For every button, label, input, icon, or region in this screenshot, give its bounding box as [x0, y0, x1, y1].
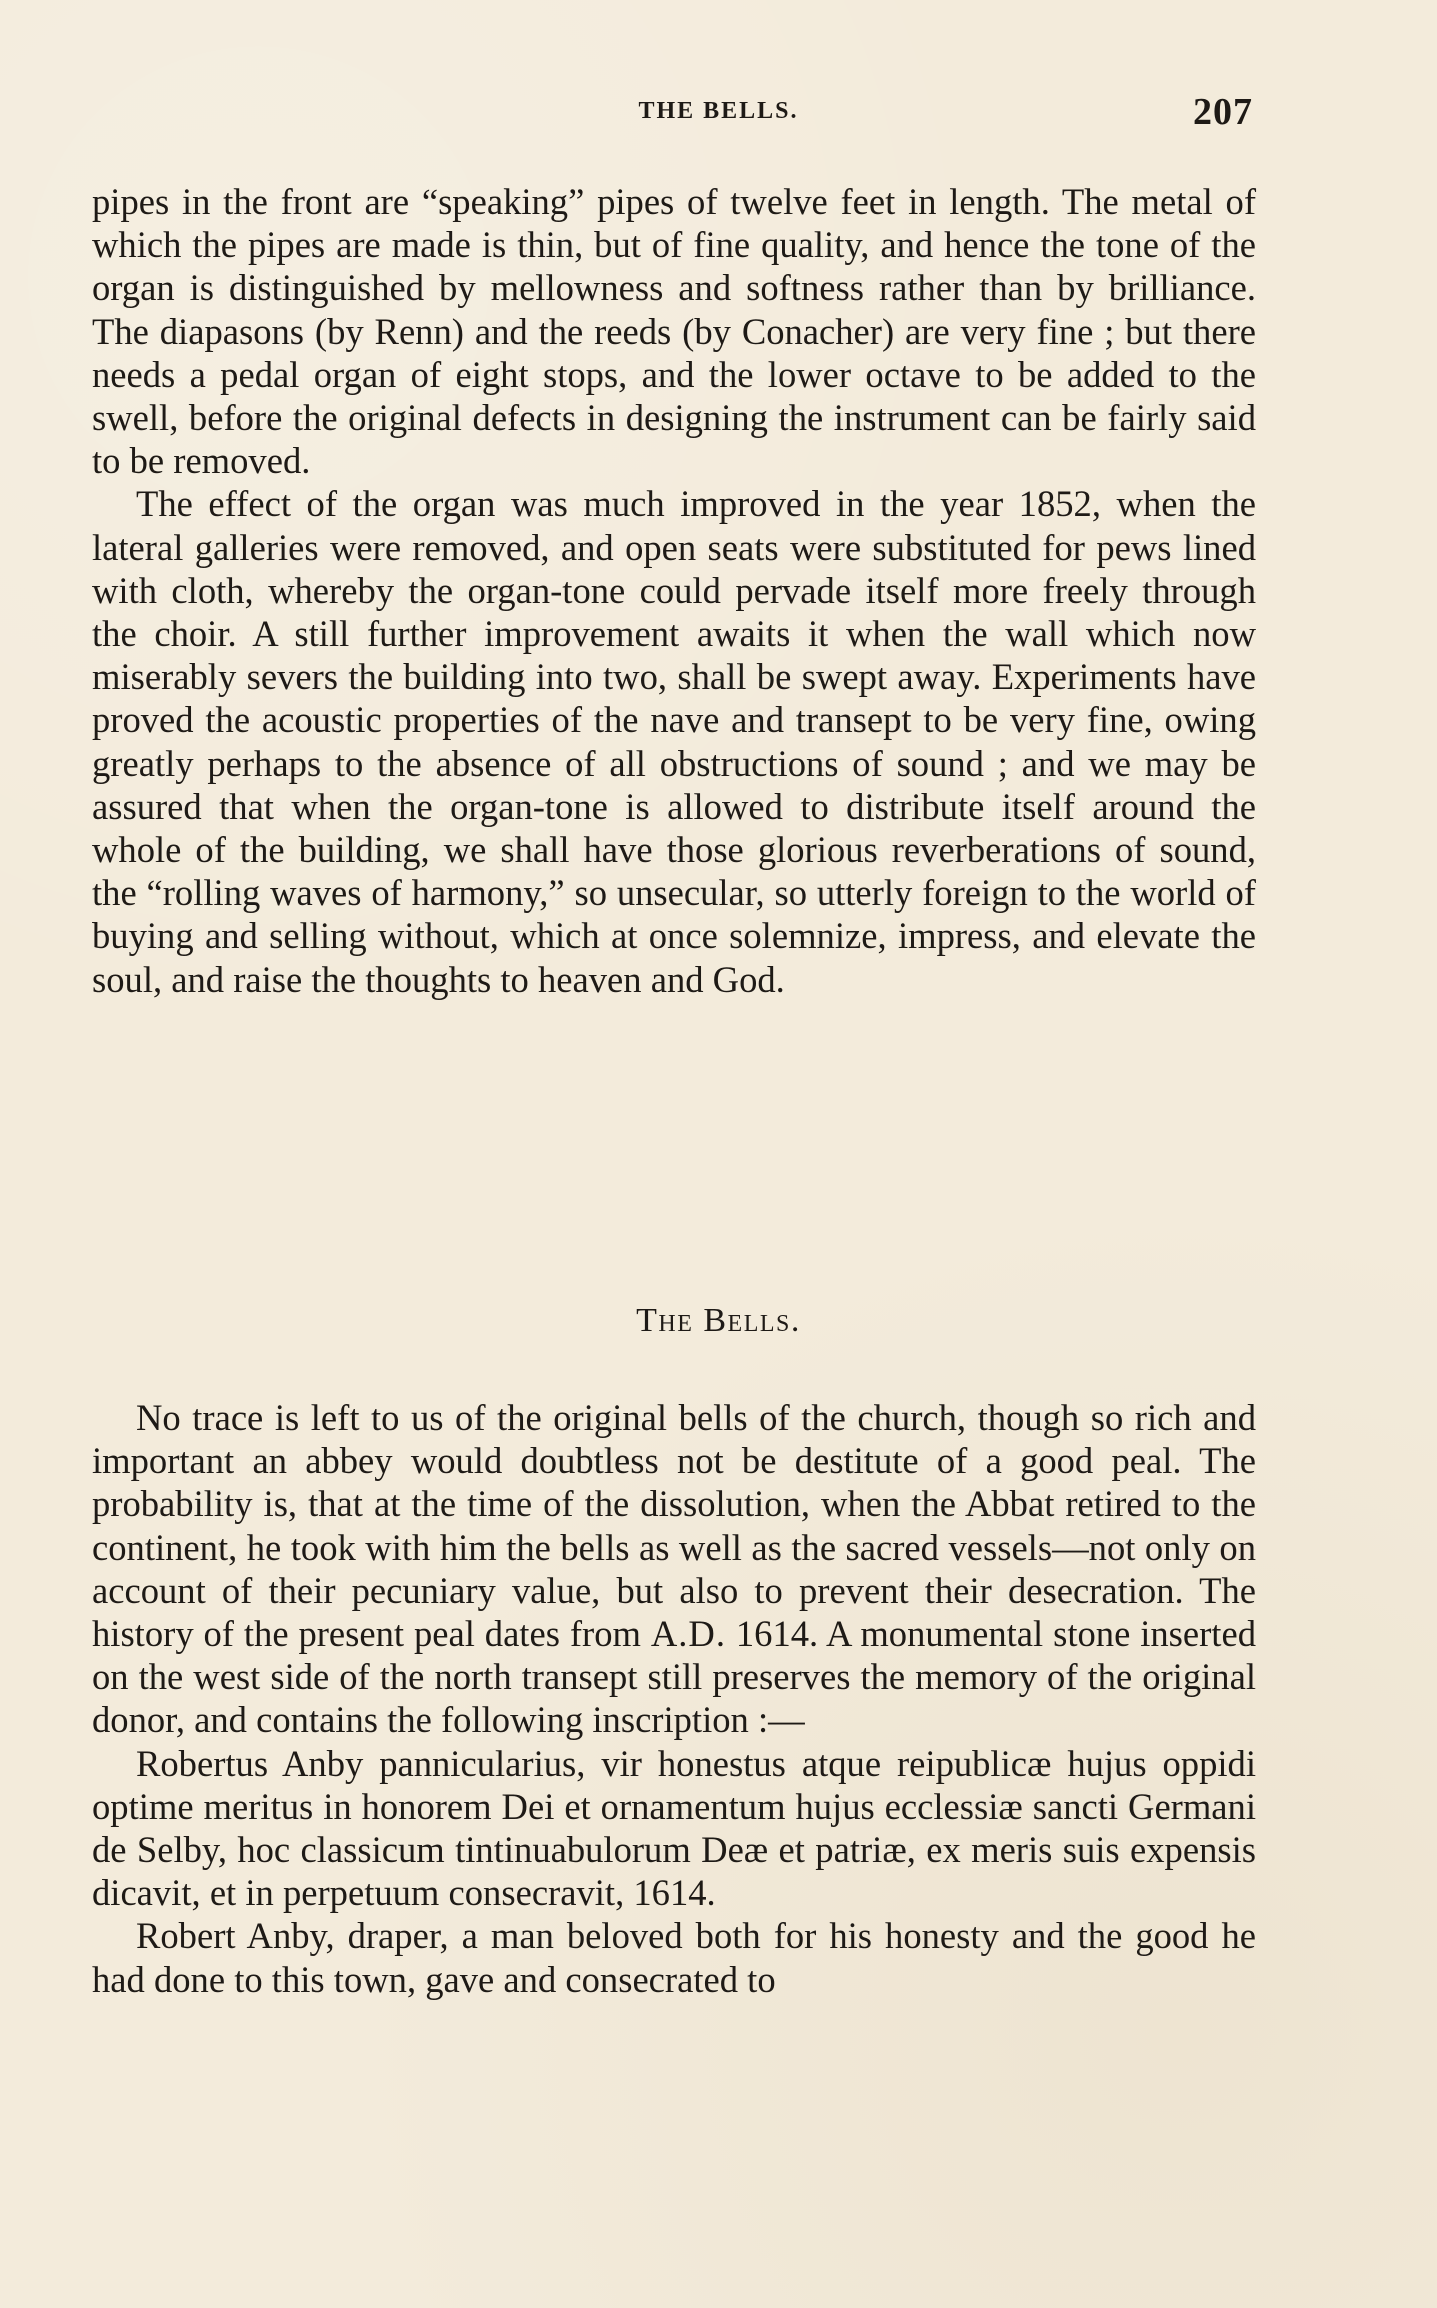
english-translation: Robert Anby, draper, a man beloved both for his honesty and the good he had done to this town, gave and consecrated to [92, 1915, 1256, 2000]
organ-text-section [92, 180, 1256, 1001]
bells-text-section [92, 1396, 1256, 2001]
organ-paragraph-1: pipes in the front are “speaking” pipes of twelve feet in length. The metal of which the pipes are made is thin, but of fine quality, and hence the tone of the organ is distinguished by mellowness and softness rather than by brilliance. The diapasons (by Renn) and the reeds (by Conacher) are very fine ; but there needs a pedal organ of eight stops, and the lower octave to be added to the swell, before the original defects in designing the instrument can be fairly said to be removed. [92, 181, 1256, 482]
organ-paragraph-2: The effect of the organ was much improved in the year 1852, when the lateral galleries were removed, and open seats were substituted for pews lined with cloth, whereby the organ-tone could pervade itself more freely through the choir. A still further improvement awaits it when the wall which now miserably severs the building into two, shall be swept away. Experiments have proved the acoustic properties of the nave and transept to be very fine, owing greatly perhaps to the absence of all obstructions of sound ; and we may be assured that when the organ-tone is allowed to distribute itself around the whole of the building, we shall have those glorious reverberations of sound, the “rolling waves of harmony,” so unsecular, so utterly foreign to the world of buying and selling without, which at once solemnize, impress, and elevate the soul, and raise the thoughts to heaven and God. [92, 483, 1256, 1000]
latin-inscription: Robertus Anby pannicularius, vir honestus atque reipublicæ hujus oppidi optime meritus in honorem Dei et ornamentum hujus ecclessiæ sancti Germani de Selby, hoc classicum tintinuabulorum Deæ et patriæ, ex meris suis expensis dicavit, et in perpetuum consecravit, 1614. [92, 1742, 1256, 1914]
era-label: A.D. [650, 1613, 726, 1655]
page-number: 207 [1193, 91, 1253, 133]
page-header [0, 88, 1437, 148]
bells-paragraph-1-part-1: No trace is left to us of the original bells of the church, though so rich and important an abbey would doubtless not be destitute of a good peal. The probability is, that at the time of the dissolution, when the Abbat retired to the continent, he took with him the bells as well as the sacred vessels—not only on account of their pecuniary value, but also to prevent their desecration. The history of the present peal dates from [92, 1397, 1256, 1655]
section-title: The Bells. [636, 1302, 801, 1339]
running-head: THE BELLS. [638, 98, 799, 124]
bells-paragraph-1 [92, 1396, 1256, 1742]
bells-paragraph-1-part-2: 1614. A monumental stone inserted on the west side of the north transept still preserves the memory of the original donor, and contains the following inscription :— [92, 1613, 1256, 1741]
